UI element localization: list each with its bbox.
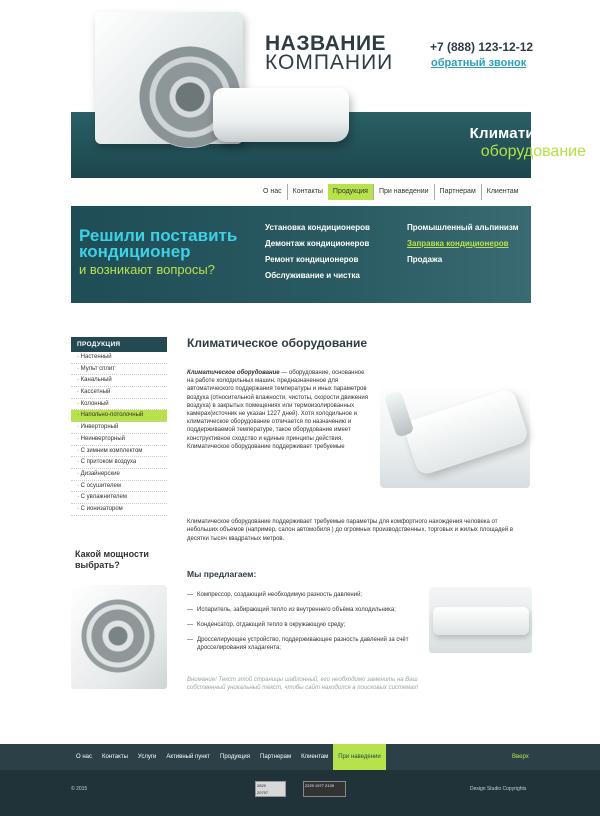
intro-text: — оборудование, основанное на работе холодильных машин, предназначенное для автоматического поддержания температуры и иных параметров воздуха (относительной влажности, чистоты, скорости движения воздуха) в закрытых помещениях или термоизолированных камерах(источник не указан 1227 дней). Хотя холодильное и климатическое оборудование отличается по назначению и поддерживаемой температуре, такое оборудование имеет конструктивное сходство и единые принципы действия. Климатическое оборудование поддерживает требуемые [187,370,369,450]
fan-icon [81,599,155,673]
second-paragraph: Климатическое оборудование поддерживает требуемые параметры для комфортного нахождения человека от небольших объемов (например, салон автомобиля ) до огромных производственных, торговых и жилых площадей в десятки тысяч квадратных метров. [187,519,514,542]
logo-line1: НАЗВАНИЕ [265,32,387,55]
topnav-item-clients[interactable]: Клиентам [481,184,524,200]
sidebar-item[interactable]: · Кассетный [71,387,167,399]
ac-indoor-image [429,587,532,653]
promo-link-dismantle[interactable]: Демонтаж кондиционеров [265,239,370,248]
sidebar-item[interactable]: · С увлажнителем [71,492,167,504]
offer-item: — Компрессор, создающий необходимую разность давлений; [187,591,427,599]
footer-nav-active[interactable]: Активный пункт [166,754,210,760]
footer [0,770,600,816]
top-navigation [258,184,523,200]
promo-question [79,228,249,260]
promo-link-refill[interactable]: Заправка кондиционеров [407,239,509,248]
sidebar-category-list [71,352,167,516]
visit-counter-badge[interactable] [255,781,286,797]
topnav-item-contacts[interactable]: Контакты [287,184,328,200]
stats-counter-badge[interactable] [303,781,346,797]
promo-link-install[interactable]: Установка кондиционеров [265,223,370,232]
footer-nav-partners[interactable]: Партнерам [260,754,292,760]
promo-question-line3: и возникают вопросы? [79,262,215,277]
sidebar-item[interactable]: · С ионизатором [71,504,167,516]
promo-services-list-2 [407,220,519,268]
sidebar-heading: ПРОДУКЦИЯ [71,337,167,352]
callback-link[interactable]: обратный звонок [431,57,527,69]
footer-navigation [71,744,386,770]
footer-nav-about[interactable]: О нас [76,754,92,760]
banner-title-line1: Климатическое [469,125,586,142]
sidebar-item[interactable]: · С притоком воздуха [71,457,167,469]
sidebar-item[interactable]: · Инверторный [71,422,167,434]
footer-nav-clients[interactable]: Клиентам [301,754,329,760]
counter2-text: 2229 1977 2139 [305,783,334,788]
sidebar-item[interactable]: · С осушителем [71,481,167,493]
sidebar-item-active[interactable]: · Напольно-потолочный [71,410,167,422]
sidebar-item[interactable]: · Настенный [71,352,167,364]
template-note: Внимание! Текст этой страницы шаблонный, его необходимо заменить на Ваш собственный уникальный текст, чтобы сайт находился в поисковых системах! [187,677,419,691]
offer-item: — Испаритель, забирающий тепло из внутреннего объёма холодильника; [187,606,427,614]
ac-unit-shape [433,607,529,635]
sidebar-item[interactable]: · Мульт сплит [71,364,167,376]
promo-question-line2: кондиционер [79,242,191,261]
logo-line2: КОМПАНИИ [265,51,394,74]
footer-nav-hover[interactable]: При наведении [333,744,386,770]
copyright: © 2015 [71,786,88,792]
promo-link-sale[interactable]: Продажа [407,255,443,264]
remote-control-shape [384,390,415,437]
sidebar-item[interactable]: · Неинверторный [71,434,167,446]
promo-services-list [265,220,370,284]
footer-nav-contacts[interactable]: Контакты [101,754,128,760]
intro-term: Климатическое оборудование [187,370,280,376]
offer-item: — Конденсатор, отдающий тепло в окружающую среду; [187,621,427,629]
counter1-top: 2829 [257,783,266,788]
main-content [187,336,531,691]
page-title: Климатическое оборудование [187,336,368,350]
footer-nav-products[interactable]: Продукция [220,754,251,760]
sidebar-item[interactable]: · Колонный [71,399,167,411]
ac-unit-shape [402,387,530,476]
sidebar [71,337,167,570]
promo-link-service[interactable]: Обслуживание и чистка [265,271,360,280]
counter1-bottom: 20797 [257,790,269,795]
power-question: Какой мощности выбрать? [75,549,149,570]
topnav-item-about[interactable]: О нас [263,188,282,195]
phone-number: +7 (888) 123-12-12 [430,40,534,54]
banner-title-line2: оборудование [480,143,586,160]
promo-question-line1: Решили поставить [79,226,238,245]
design-credit[interactable]: Design Studio Copyrights [470,786,527,792]
offer-list [187,591,427,659]
sidebar-item[interactable]: · Дизайнерские [71,469,167,481]
offer-title: Мы предлагаем: [187,569,257,579]
company-logo[interactable] [265,34,393,72]
offer-item: — Дросселирующее устройство, поддерживающее разность давлений за счёт дросселирования хладагента; [187,636,427,652]
topnav-item-partners[interactable]: Партнерам [434,184,481,200]
sidebar-item[interactable]: · Канальный [71,375,167,387]
intro-paragraph [187,369,372,451]
indoor-unit-image [213,88,349,142]
sidebar-item[interactable]: · С зимним комплектом [71,446,167,458]
topnav-item-hover[interactable]: При наведении [373,184,434,200]
footer-nav-services[interactable]: Услуги [137,754,157,760]
promo-block [71,206,531,303]
topnav-item-products[interactable]: Продукция [328,184,373,200]
scroll-top-link[interactable]: Вверх [512,754,529,760]
ac-product-image [380,384,530,488]
power-selector-image[interactable] [71,585,167,689]
promo-link-repair[interactable]: Ремонт кондиционеров [265,255,359,264]
promo-link-alpinism[interactable]: Промышленный альпинизм [407,223,519,232]
